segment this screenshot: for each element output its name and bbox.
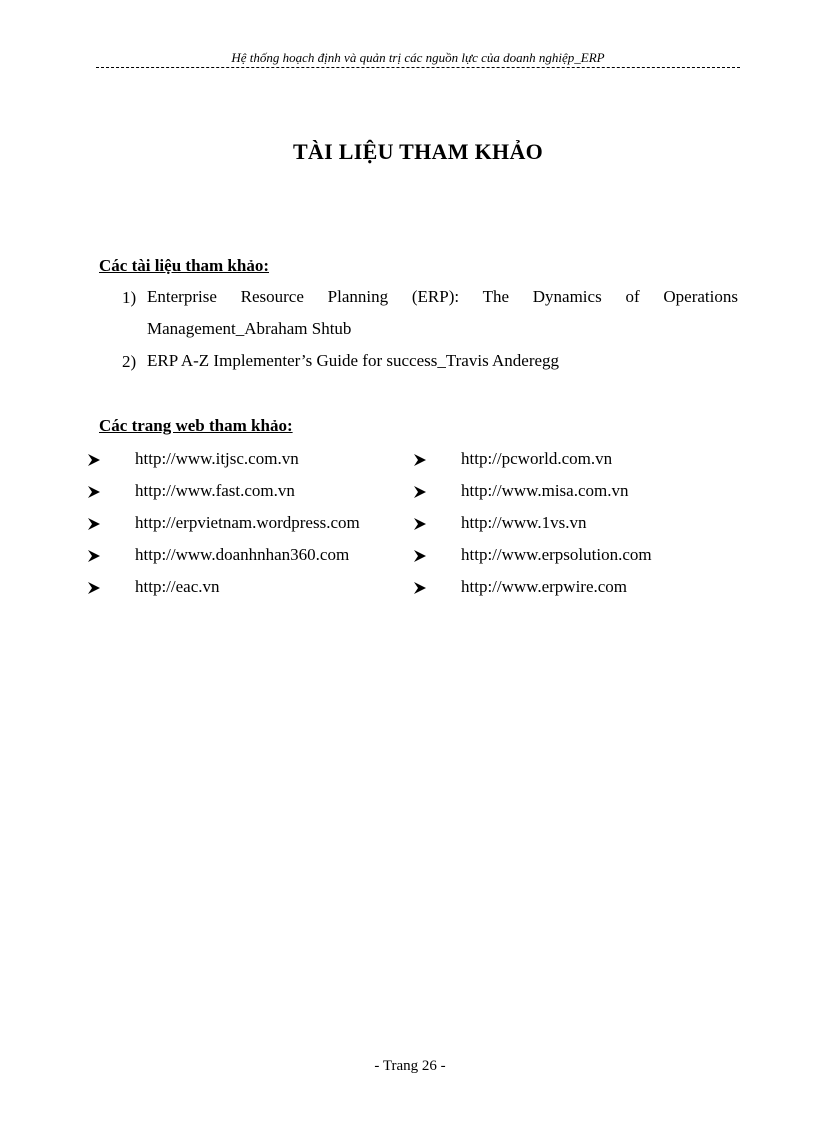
website-link[interactable]: http://www.itjsc.com.vn bbox=[135, 449, 299, 468]
website-link[interactable]: http://erpvietnam.wordpress.com bbox=[135, 513, 360, 532]
arrowhead-bullet-icon bbox=[413, 485, 427, 499]
website-link[interactable]: http://www.erpwire.com bbox=[461, 577, 628, 596]
page-number: - Trang 26 - bbox=[374, 1058, 446, 1074]
page-title: TÀI LIỆU THAM KHẢO bbox=[292, 139, 544, 164]
website-link[interactable]: http://eac.vn bbox=[135, 577, 220, 596]
arrowhead-bullet-icon bbox=[413, 453, 427, 467]
website-link[interactable]: http://pcworld.com.vn bbox=[461, 449, 613, 468]
website-link[interactable]: http://www.doanhnhan360.com bbox=[135, 545, 350, 564]
website-link[interactable]: http://www.fast.com.vn bbox=[135, 481, 295, 500]
reference-item: Enterprise Resource Planning (ERP): The Dynamics of Operations Management_Abraham Shtub bbox=[147, 287, 738, 338]
website-link[interactable]: http://www.1vs.vn bbox=[461, 513, 587, 532]
reference-number: 2) bbox=[122, 352, 137, 371]
website-link[interactable]: http://www.erpsolution.com bbox=[461, 545, 652, 564]
reference-number: 1) bbox=[122, 288, 137, 307]
header-divider bbox=[96, 67, 740, 68]
website-link[interactable]: http://www.misa.com.vn bbox=[461, 481, 629, 500]
reference-item: ERP A-Z Implementer’s Guide for success_Travis Anderegg bbox=[147, 351, 560, 370]
arrowhead-bullet-icon bbox=[87, 549, 101, 563]
arrowhead-bullet-icon bbox=[87, 453, 101, 467]
arrowhead-bullet-icon bbox=[87, 485, 101, 499]
arrowhead-bullet-icon bbox=[87, 581, 101, 595]
websites-heading: Các trang web tham khảo: bbox=[99, 416, 293, 435]
arrowhead-bullet-icon bbox=[413, 549, 427, 563]
arrowhead-bullet-icon bbox=[413, 517, 427, 531]
running-header: Hệ thống hoạch định và quản trị các nguồn lực của doanh nghiệp_ERP bbox=[231, 50, 605, 65]
arrowhead-bullet-icon bbox=[87, 517, 101, 531]
references-heading: Các tài liệu tham khảo: bbox=[99, 256, 269, 275]
arrowhead-bullet-icon bbox=[413, 581, 427, 595]
